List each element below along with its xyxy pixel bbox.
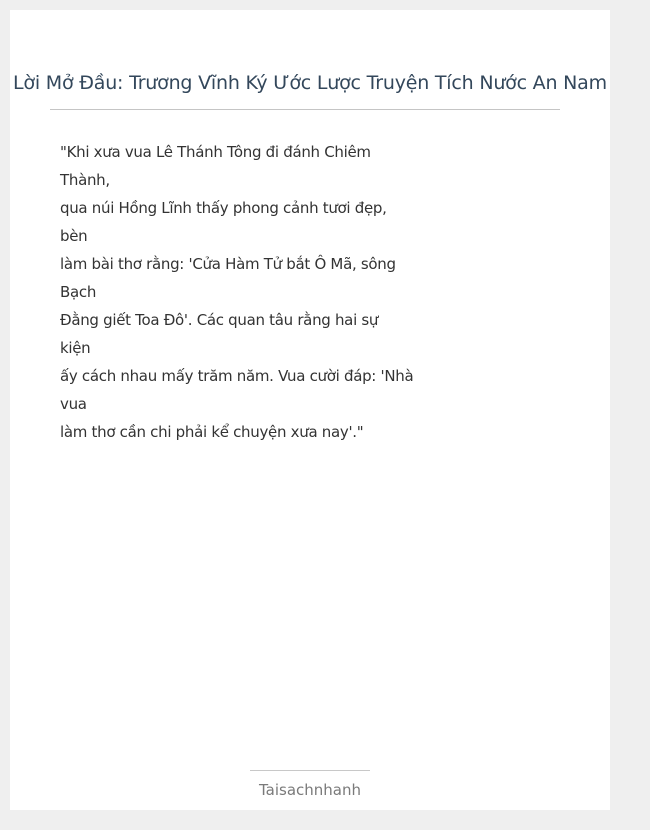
quote-line: Đằng giết Toa Đô'. Các quan tâu rằng hai sự [60, 311, 379, 329]
quote-line: Bạch [60, 283, 97, 301]
title-divider [50, 109, 560, 110]
footer-site-name: Taisachnhanh [258, 781, 362, 799]
quote-line: ấy cách nhau mấy trăm năm. Vua cười đáp: 'Nhà [60, 367, 414, 385]
footer-divider [250, 770, 370, 771]
quote-line: qua núi Hồng Lĩnh thấy phong cảnh tươi đẹp, [60, 199, 387, 217]
quote-block [60, 138, 420, 446]
page-title: Lời Mở Đầu: Trương Vĩnh Ký Ước Lược Truyện Tích Nước An Nam [13, 72, 607, 94]
quote-line: Thành, [60, 171, 110, 189]
quote-line: kiện [60, 339, 91, 357]
quote-line: "Khi xưa vua Lê Thánh Tông đi đánh Chiêm [60, 143, 371, 161]
document-page [10, 10, 610, 810]
quote-line: làm thơ cần chi phải kể chuyện xưa nay'." [60, 423, 364, 441]
quote-line: bèn [60, 227, 88, 245]
quote-line: vua [60, 395, 87, 413]
quote-line: làm bài thơ rằng: 'Cửa Hàm Tử bắt Ô Mã, sông [60, 255, 396, 273]
